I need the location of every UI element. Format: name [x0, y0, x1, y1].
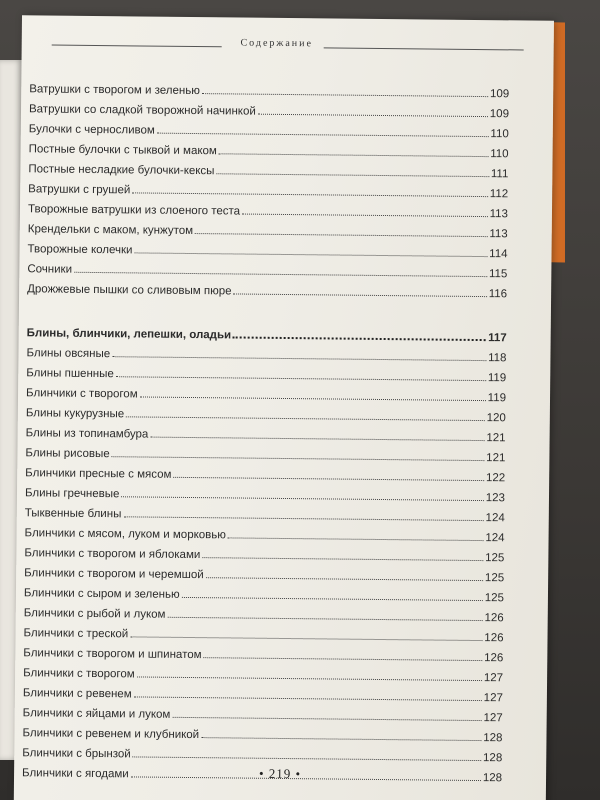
section-page-number: 117	[488, 332, 507, 345]
entry-page-number: 127	[483, 692, 503, 705]
entry-title: Блины гречневые	[24, 487, 120, 501]
header-title: Содержание	[240, 37, 313, 50]
entry-title: Ватрушки со сладкой творожной начинкой	[28, 103, 256, 118]
toc-list-top	[27, 75, 509, 300]
entry-page-number: 127	[483, 712, 503, 725]
entry-page-number: 125	[485, 552, 505, 565]
entry-page-number: 113	[489, 228, 508, 241]
entry-page-number: 126	[484, 652, 504, 665]
entry-page-number: 111	[490, 168, 509, 181]
entry-title: Тыквенные блины	[24, 507, 122, 521]
dot-leader	[242, 213, 488, 218]
entry-page-number: 114	[489, 248, 508, 261]
page-number-footer: • 219 •	[258, 765, 302, 782]
section-title: Блины, блинчики, лепешки, оладьи	[26, 327, 232, 342]
entry-title: Блины кукурузные	[25, 407, 125, 421]
entry-title: Блинчики пресные с мясом	[25, 467, 172, 481]
entry-page-number: 115	[488, 268, 508, 281]
entry-page-number: 125	[484, 572, 505, 585]
entry-page-number: 125	[484, 592, 504, 605]
dot-leader	[206, 576, 483, 581]
entry-page-number: 124	[485, 512, 505, 525]
entry-title: Блинчики с ревенем и клубникой	[22, 727, 200, 742]
dot-leader	[201, 736, 481, 741]
entry-page-number: 109	[489, 88, 510, 101]
entry-title: Творожные колечки	[27, 243, 133, 257]
entry-page-number: 113	[489, 208, 509, 221]
book-page	[14, 15, 554, 800]
entry-title: Блинчики с рыбой и луком	[23, 607, 166, 621]
toc-list-bottom	[22, 339, 507, 784]
entry-title: Постные булочки с тыквой и маком	[28, 143, 217, 158]
entry-title: Блинчики с творогом	[23, 667, 135, 681]
dot-leader	[173, 476, 484, 481]
dot-leader	[202, 556, 483, 561]
entry-page-number: 116	[488, 288, 508, 301]
entry-page-number: 112	[489, 188, 509, 201]
entry-page-number: 123	[485, 492, 506, 505]
entry-page-number: 119	[487, 392, 507, 405]
entry-page-number: 121	[486, 432, 506, 445]
entry-page-number: 109	[489, 108, 510, 121]
dot-leader	[228, 536, 483, 541]
entry-title: Блинчики с творогом и шпинатом	[23, 647, 202, 662]
entry-title: Блинчики с творогом и черемшой	[24, 567, 204, 582]
dot-leader	[258, 113, 488, 117]
entry-page-number: 110	[490, 148, 509, 161]
entry-title: Блинчики с ягодами	[22, 767, 129, 781]
entry-page-number: 127	[483, 672, 504, 685]
entry-title: Блинчики с яйцами и луком	[22, 707, 171, 721]
dot-leader	[195, 232, 487, 237]
entry-title: Сочники	[27, 263, 73, 276]
entry-title: Блинчики с мясом, луком и морковью	[24, 527, 226, 542]
entry-page-number: 110	[490, 128, 509, 141]
dot-leader	[216, 172, 488, 177]
entry-title: Блинчики с творогом	[25, 387, 138, 401]
entry-title: Блинчики с сыром и зеленью	[23, 587, 180, 601]
entry-title: Ватрушки с грушей	[28, 183, 131, 197]
dot-leader	[234, 292, 487, 297]
page-header	[42, 35, 534, 56]
header-rule-left	[52, 45, 222, 48]
entry-page-number: 128	[483, 732, 503, 745]
entry-title: Блинчики с треской	[23, 627, 129, 641]
entry-title: Творожные ватрушки из слоеного теста	[27, 203, 241, 218]
entry-title: Булочки с черносливом	[28, 123, 155, 137]
dot-leader	[204, 656, 483, 661]
entry-title: Блинчики с брынзой	[22, 747, 131, 761]
entry-page-number: 126	[484, 632, 504, 645]
entry-page-number: 128	[483, 752, 503, 765]
dot-leader	[233, 335, 486, 341]
dot-leader	[182, 596, 483, 601]
entry-title: Дрожжевые пышки со сливовым пюре	[27, 283, 232, 298]
dot-leader	[172, 716, 481, 721]
entry-page-number: 119	[487, 372, 507, 385]
entry-page-number: 120	[486, 412, 506, 425]
dot-leader	[219, 152, 488, 157]
entry-title: Блины овсяные	[26, 347, 111, 361]
header-rule-right	[324, 47, 524, 50]
entry-page-number: 122	[485, 472, 506, 485]
entry-page-number: 126	[484, 612, 504, 625]
entry-page-number: 124	[485, 532, 505, 545]
entry-page-number: 118	[488, 352, 507, 365]
dot-leader	[202, 92, 488, 97]
entry-title: Ватрушки с творогом и зеленью	[29, 83, 200, 98]
entry-title: Крендельки с маком, кунжутом	[27, 223, 194, 238]
entry-page-number: 128	[482, 772, 503, 785]
table-of-contents	[22, 75, 509, 784]
entry-title: Блинчики с творогом и яблоками	[24, 547, 201, 562]
entry-title: Блины пшенные	[26, 367, 114, 381]
entry-title: Постные несладкие булочки-кексы	[28, 163, 215, 178]
entry-title: Блины из топинамбура	[25, 427, 149, 441]
entry-title: Блинчики с ревенем	[22, 687, 132, 701]
entry-title: Блины рисовые	[25, 447, 110, 461]
entry-page-number: 121	[486, 452, 506, 465]
